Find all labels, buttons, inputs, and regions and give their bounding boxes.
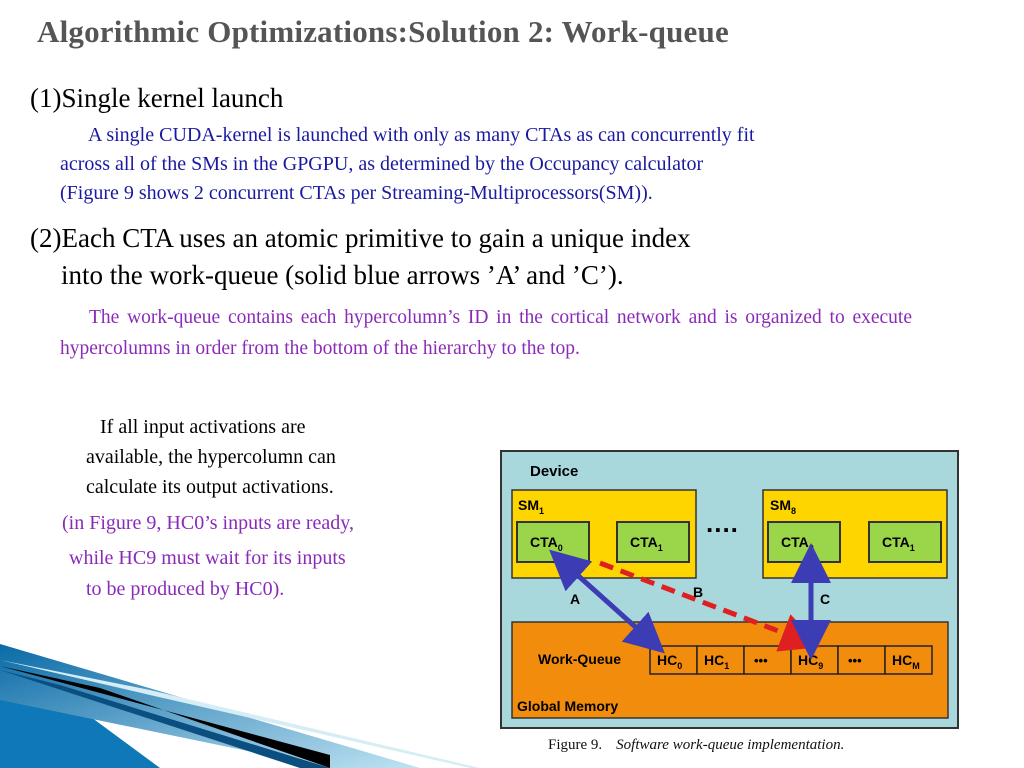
work-queue-cell-label: $HC_9$ bbox=[798, 652, 824, 671]
work-queue-cell-label: $HC_0$ bbox=[657, 652, 683, 671]
work-queue-cell-label: ••• bbox=[754, 653, 768, 668]
note-line1: If all input activations are bbox=[100, 416, 306, 438]
note-line3: calculate its output activations. bbox=[86, 476, 334, 498]
arrow-b-label: B bbox=[693, 584, 704, 600]
note-line2: available, the hypercolumn can bbox=[86, 446, 336, 468]
cta-right-0-label: $CTA_0$ bbox=[781, 534, 814, 553]
point1-detail-line3: (Figure 9 shows 2 concurrent CTAs per Streaming-Multiprocessors(SM)). bbox=[60, 182, 653, 204]
work-queue-label: Work-Queue bbox=[538, 651, 621, 667]
cta-right-1-label: $CTA_1$ bbox=[882, 534, 915, 553]
work-queue-cell-label: $HC_1$ bbox=[704, 652, 730, 671]
point1-detail-line1: A single CUDA-kernel is launched with only as many CTAs as can concurrently fit bbox=[88, 124, 755, 146]
point2-heading-line1: (2)Each CTA uses an atomic primitive to gain a unique index bbox=[30, 223, 691, 253]
point2-detail: The work-queue contains each hypercolumn’s ID in the cortical network and is organized to execute hypercolumns in order from the bottom of the hierarchy to the top. bbox=[60, 307, 912, 359]
work-queue-cells bbox=[650, 646, 932, 674]
figure-caption-number: Figure 9. bbox=[548, 737, 603, 753]
cta-left-0-label: $CTA_0$ bbox=[530, 534, 563, 553]
cta-left-1-label: $CTA_1$ bbox=[630, 534, 663, 553]
figure-caption-text: Software work-queue implementation. bbox=[616, 737, 845, 753]
note-purple-line1: (in Figure 9, HC0’s inputs are ready, bbox=[62, 512, 354, 534]
global-memory-label: Global Memory bbox=[517, 698, 619, 714]
device-label: Device bbox=[530, 463, 579, 480]
work-queue-figure bbox=[500, 450, 960, 730]
sm-right-label: $SM_8$ bbox=[770, 497, 797, 516]
sm-left-label: $SM_1$ bbox=[518, 497, 545, 516]
point2-heading-line2: into the work-queue (solid blue arrows ’A’ and ’C’). bbox=[61, 260, 624, 290]
point1-heading: (1)Single kernel launch bbox=[30, 83, 284, 113]
figure-caption bbox=[548, 737, 844, 754]
sm-dots: .... bbox=[706, 508, 739, 538]
arrow-c-label: C bbox=[820, 591, 831, 607]
work-queue-cell-label: ••• bbox=[848, 653, 862, 668]
decorative-stripes bbox=[0, 630, 480, 768]
work-queue-cell-label: $HC_M$ bbox=[892, 652, 920, 671]
slide-title: Algorithmic Optimizations:Solution 2: Work-queue bbox=[37, 14, 729, 49]
note-purple-line3: to be produced by HC0). bbox=[86, 578, 285, 600]
note-purple-line2: while HC9 must wait for its inputs bbox=[69, 547, 346, 569]
point1-detail-line2: across all of the SMs in the GPGPU, as determined by the Occupancy calculator bbox=[60, 153, 704, 175]
arrow-a-label: A bbox=[570, 591, 581, 607]
